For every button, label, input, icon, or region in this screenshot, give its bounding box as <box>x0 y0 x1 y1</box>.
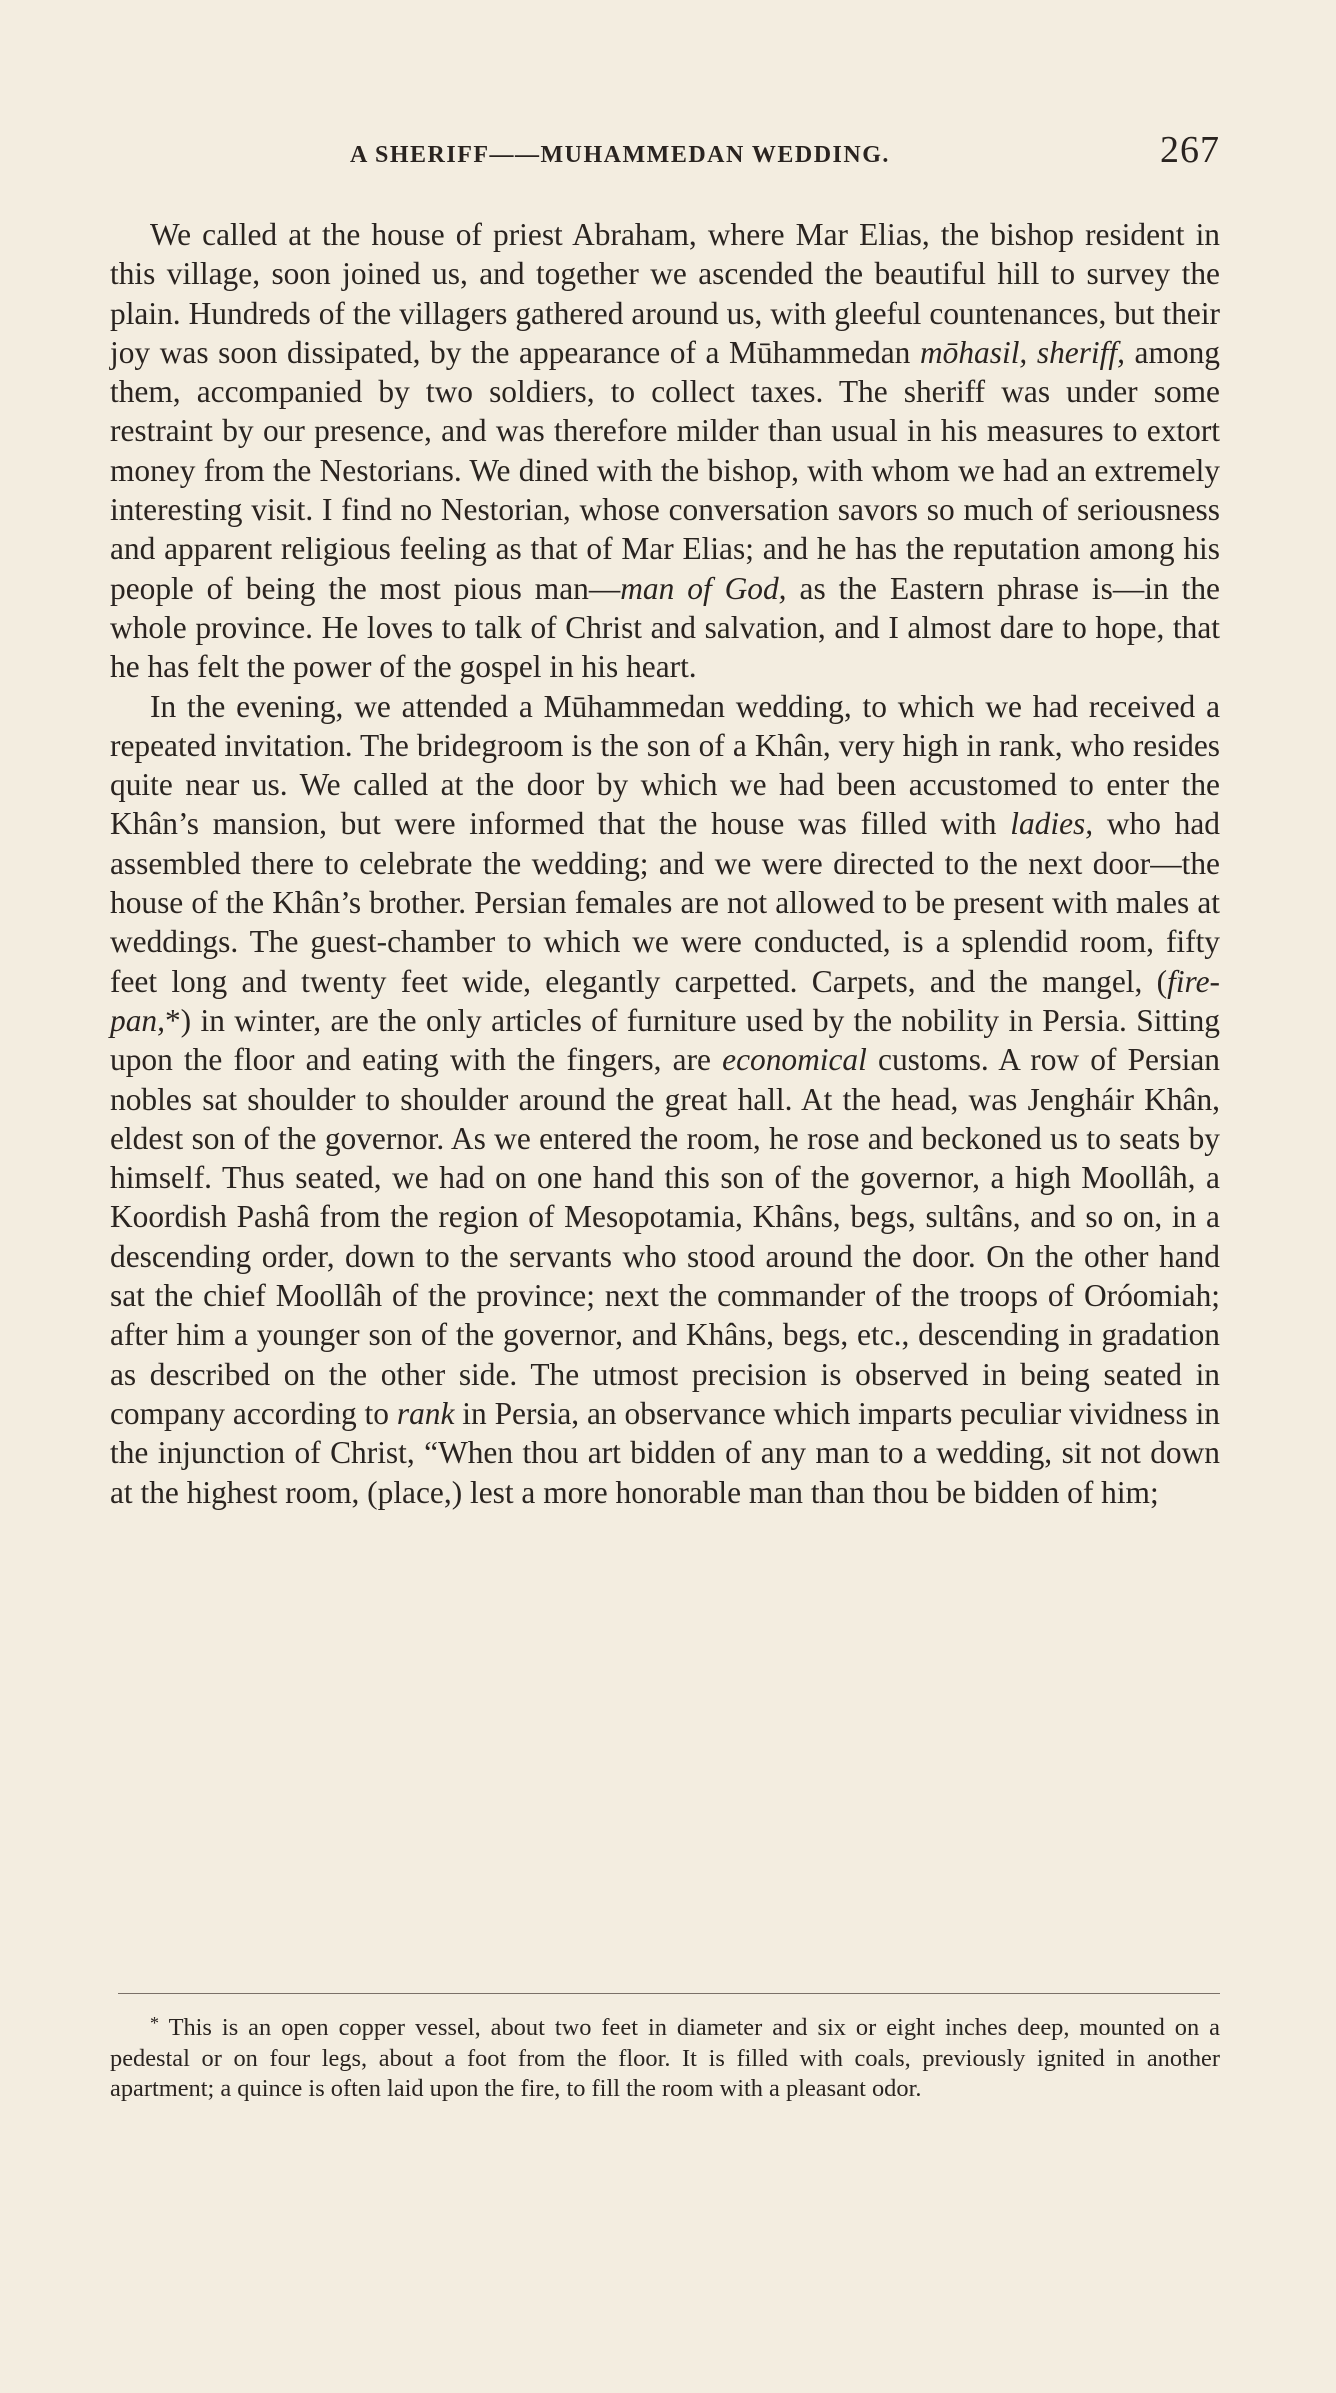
italic-term-rank: rank <box>396 1395 455 1431</box>
footnote-paragraph <box>110 2008 1220 2105</box>
footnote <box>110 2008 1220 2105</box>
book-page <box>110 0 1220 2393</box>
main-text <box>110 215 1220 1512</box>
text-run: We called at the house of priest Abraham, where Mar Elias, the bishop resident in this village, soon joined us, and together we ascended the beautiful hill to survey the plain. Hundreds of the villagers gathered around us, with gleeful countenances, but their joy was soon dissipated, by the appearance of a Mūhammedan <box>110 217 1220 370</box>
page-header <box>110 128 1220 178</box>
footnote-text: This is an open copper vessel, about two feet in diameter and six or eight inches deep, mounted on a pedestal or on four legs, about a foot from the floor. It is filled with coals, previously ignited in another apartment; a quince is often laid upon the fire, to fill the room with a pleasant odor. <box>110 2014 1220 2103</box>
paragraph-1 <box>110 215 1220 687</box>
text-run: as the Eastern phrase is—in the whole province. He loves to talk of Christ and salvation, and I almost dare to hope, that he has felt the power of the gospel in his heart. <box>110 570 1220 685</box>
italic-term-mohasil-sheriff: mōhasil, sheriff, <box>920 334 1125 370</box>
page-number: 267 <box>1160 129 1220 171</box>
paragraph-2 <box>110 687 1220 1512</box>
footnote-reference[interactable]: * <box>164 1002 181 1038</box>
text-run: ) in winter, are the only articles of furniture used by the nobility in Persia. Sitting upon the floor and eating with the fingers, are <box>110 1002 1220 1078</box>
text-run: In the evening, we attended a Mūhammedan wedding, to which we had received a repeated invitation. The bridegroom is the son of a Khân, very high in rank, who resides quite near us. We called at the door by which we had been accustomed to enter the Khân’s mansion, but were informed that the house was filled with <box>110 688 1220 842</box>
italic-term-fire-pan: fire-pan, <box>110 963 1220 1038</box>
text-run: in Persia, an observance which imparts peculiar vividness in the injunction of Christ, “When thou art bidden of any man to a wedding, sit not down at the highest room, (place,) lest a more honorable man than thou be bidden of him; <box>110 1395 1220 1510</box>
footnote-marker: * <box>150 2013 159 2033</box>
footnote-divider <box>118 1993 1220 1994</box>
italic-term-economical: economical <box>722 1042 867 1078</box>
italic-term-ladies: ladies, <box>1010 806 1094 842</box>
italic-term-man-of-god: man of God, <box>620 570 787 606</box>
running-title: A SHERIFF——MUHAMMEDAN WEDDING. <box>350 142 890 168</box>
text-run: customs. A row of Persian nobles sat shoulder to shoulder around the great hall. At the head, was Jengháir Khân, eldest son of the governor. As we entered the room, he rose and beckoned us to seats by himself. Thus seated, we had on one hand this son of the governor, a high Moollâh, a Koordish Pashâ from the region of Mesopotamia, Khâns, begs, sultâns, and so on, in a descending order, down to the servants who stood around the door. On the other hand sat the chief Moollâh of the province; next the commander of the troops of Oróomiah; after him a younger son of the governor, and Khâns, begs, etc., descending in gradation as described on the other side. The utmost precision is observed in being seated in company according to <box>110 1042 1221 1431</box>
text-run: who had assembled there to celebrate the wedding; and we were directed to the next door—the house of the Khân’s brother. Persian females are not allowed to be present with males at weddings. The guest-chamber to which we were conducted, is a splendid room, fifty feet long and twenty feet wide, elegantly carpetted. Carpets, and the mangel, ( <box>110 806 1220 999</box>
text-run: among them, accompanied by two soldiers, to collect taxes. The sheriff was under some restraint by our presence, and was therefore milder than usual in his measures to extort money from the Nestorians. We dined with the bishop, with whom we had an extremely interesting visit. I find no Nestorian, whose conversation savors so much of seriousness and apparent religious feeling as that of Mar Elias; and he has the reputation among his people of being the most pious man— <box>110 334 1220 606</box>
